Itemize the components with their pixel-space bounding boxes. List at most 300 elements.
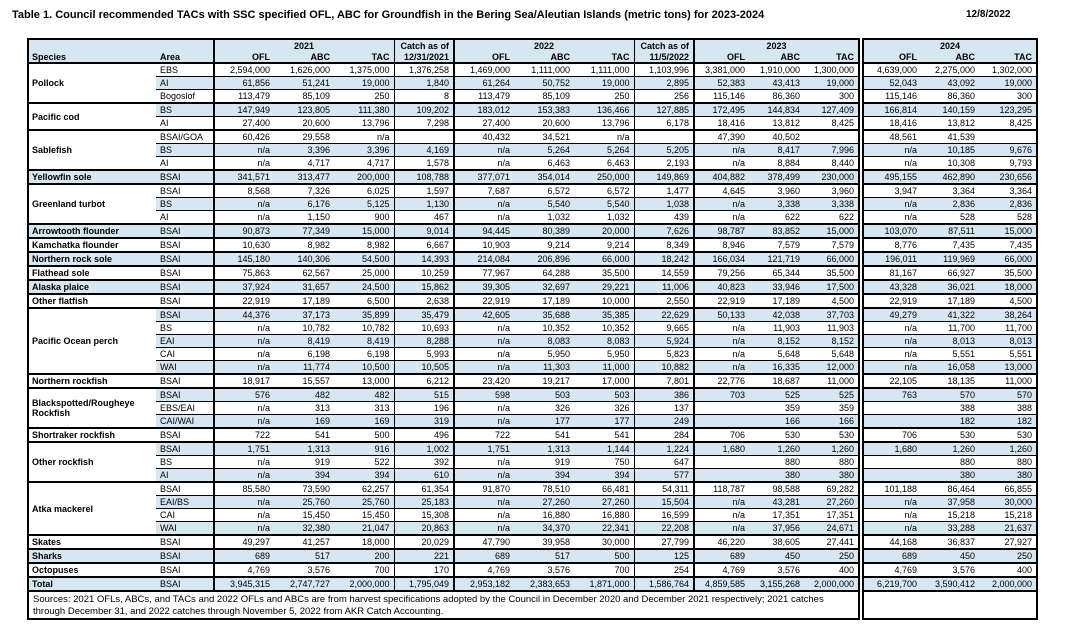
- cell-abc-2024: 119,969: [921, 252, 979, 266]
- cell-ofl-2022: n/a: [454, 522, 514, 536]
- cell-tac-2022: 503: [574, 388, 634, 402]
- cell-abc-2024: 17,189: [921, 294, 979, 308]
- header-spacer: [694, 39, 749, 51]
- cell-abc-2021: 1,150: [274, 211, 334, 225]
- cell-abc-2024: 86,360: [921, 90, 979, 104]
- cell-ofl-2021: 61,856: [214, 77, 274, 90]
- cell-catch-2022: 127,885: [634, 103, 694, 117]
- area-label: BSAI: [156, 266, 214, 280]
- cell-tac-2021: 313: [334, 402, 394, 415]
- cell-catch-2022: 6,178: [634, 117, 694, 131]
- cell-abc-2021: 20,600: [274, 117, 334, 131]
- cell-abc-2023: 5,648: [749, 348, 804, 361]
- cell-ofl-2024: n/a: [863, 198, 921, 211]
- area-label: WAI: [156, 522, 214, 536]
- cell-ofl-2022: n/a: [454, 198, 514, 211]
- cell-tac-2024: 300: [979, 90, 1037, 104]
- cell-tac-2024: 570: [979, 388, 1037, 402]
- cell-abc-2024: 880: [921, 456, 979, 469]
- cell-tac-2023: 12,000: [804, 361, 859, 375]
- table-row: [28, 348, 1037, 361]
- cell-abc-2021: 85,109: [274, 90, 334, 104]
- cell-tac-2022: 250: [574, 90, 634, 104]
- header-abc-2021: ABC: [274, 51, 334, 63]
- area-label: BS: [156, 103, 214, 117]
- header-tac-2021: TAC: [334, 51, 394, 63]
- cell-catch-2021: 14,393: [394, 252, 454, 266]
- cell-catch-2021: 1,578: [394, 157, 454, 171]
- cell-abc-2022: 5,264: [514, 144, 574, 157]
- cell-catch-2022: 15,504: [634, 496, 694, 509]
- area-label: BSAI: [156, 280, 214, 294]
- cell-tac-2024: 35,500: [979, 266, 1037, 280]
- cell-ofl-2023: 706: [694, 428, 749, 442]
- cell-tac-2021: 6,025: [334, 184, 394, 198]
- header-spacer: [214, 39, 274, 51]
- cell-ofl-2024: 4,769: [863, 563, 921, 577]
- cell-abc-2024: 3,364: [921, 184, 979, 198]
- cell-abc-2022: 35,688: [514, 308, 574, 322]
- cell-catch-2022: 14,559: [634, 266, 694, 280]
- cell-abc-2021: 8,982: [274, 238, 334, 252]
- cell-abc-2024: 2,836: [921, 198, 979, 211]
- cell-ofl-2024: n/a: [863, 157, 921, 171]
- cell-catch-2022: 439: [634, 211, 694, 225]
- cell-abc-2021: 41,257: [274, 535, 334, 549]
- cell-tac-2022: n/a: [574, 130, 634, 144]
- cell-tac-2024: 530: [979, 428, 1037, 442]
- area-label: BSAI: [156, 563, 214, 577]
- cell-tac-2024: 8,013: [979, 335, 1037, 348]
- cell-ofl-2024: [863, 456, 921, 469]
- cell-tac-2024: 5,551: [979, 348, 1037, 361]
- cell-tac-2021: 200,000: [334, 170, 394, 184]
- cell-ofl-2023: 47,390: [694, 130, 749, 144]
- cell-tac-2023: 1,260: [804, 442, 859, 456]
- cell-tac-2022: 326: [574, 402, 634, 415]
- cell-tac-2021: 8,419: [334, 335, 394, 348]
- cell-ofl-2023: n/a: [694, 144, 749, 157]
- cell-tac-2024: 880: [979, 456, 1037, 469]
- cell-ofl-2023: 166,034: [694, 252, 749, 266]
- cell-ofl-2022: 61,264: [454, 77, 514, 90]
- cell-ofl-2021: 2,594,000: [214, 63, 274, 77]
- cell-abc-2023: 65,344: [749, 266, 804, 280]
- cell-catch-2022: 7,801: [634, 374, 694, 388]
- cell-abc-2022: 9,214: [514, 238, 574, 252]
- cell-abc-2023: 83,852: [749, 224, 804, 238]
- cell-ofl-2022: n/a: [454, 469, 514, 483]
- cell-tac-2023: 250: [804, 549, 859, 563]
- cell-abc-2022: 50,752: [514, 77, 574, 90]
- cell-catch-2021: 1,597: [394, 184, 454, 198]
- area-label: BSAI: [156, 577, 214, 591]
- cell-ofl-2023: 689: [694, 549, 749, 563]
- cell-ofl-2022: 39,305: [454, 280, 514, 294]
- cell-ofl-2022: 23,420: [454, 374, 514, 388]
- cell-ofl-2024: 49,279: [863, 308, 921, 322]
- cell-ofl-2023: 172,495: [694, 103, 749, 117]
- cell-tac-2024: 21,637: [979, 522, 1037, 536]
- area-label: BS: [156, 322, 214, 335]
- header-spacer: [804, 39, 859, 51]
- cell-ofl-2023: 118,787: [694, 482, 749, 496]
- cell-tac-2022: 30,000: [574, 535, 634, 549]
- species-label: Flathead sole: [28, 266, 156, 280]
- cell-tac-2024: 2,836: [979, 198, 1037, 211]
- area-label: Bogoslof: [156, 90, 214, 104]
- table-row: [28, 509, 1037, 522]
- table-row: [28, 224, 1037, 238]
- cell-ofl-2024: 101,188: [863, 482, 921, 496]
- species-label: Pacific cod: [28, 103, 156, 130]
- cell-ofl-2022: n/a: [454, 157, 514, 171]
- cell-tac-2021: 1,375,000: [334, 63, 394, 77]
- cell-ofl-2021: 44,376: [214, 308, 274, 322]
- cell-abc-2023: 38,605: [749, 535, 804, 549]
- cell-tac-2022: 177: [574, 415, 634, 429]
- cell-abc-2022: 503: [514, 388, 574, 402]
- cell-ofl-2022: 4,769: [454, 563, 514, 577]
- cell-catch-2021: 496: [394, 428, 454, 442]
- cell-ofl-2022: n/a: [454, 211, 514, 225]
- cell-tac-2024: 2,000,000: [979, 577, 1037, 591]
- area-label: BSAI: [156, 184, 214, 198]
- cell-tac-2022: 66,481: [574, 482, 634, 496]
- cell-catch-2022: 2,193: [634, 157, 694, 171]
- cell-abc-2021: 140,306: [274, 252, 334, 266]
- cell-abc-2024: 450: [921, 549, 979, 563]
- cell-catch-2022: 8,349: [634, 238, 694, 252]
- area-label: AI: [156, 77, 214, 90]
- cell-tac-2021: 54,500: [334, 252, 394, 266]
- cell-abc-2023: 144,834: [749, 103, 804, 117]
- cell-abc-2024: 66,927: [921, 266, 979, 280]
- cell-abc-2021: 2,747,727: [274, 577, 334, 591]
- cell-tac-2023: 11,903: [804, 322, 859, 335]
- cell-tac-2024: 11,000: [979, 374, 1037, 388]
- cell-abc-2024: 13,812: [921, 117, 979, 131]
- cell-tac-2024: 3,364: [979, 184, 1037, 198]
- cell-abc-2022: 11,303: [514, 361, 574, 375]
- cell-ofl-2022: n/a: [454, 509, 514, 522]
- cell-catch-2021: 4,169: [394, 144, 454, 157]
- report-date: 12/8/2022: [966, 9, 1011, 20]
- species-label: Other flatfish: [28, 294, 156, 308]
- cell-abc-2021: 17,189: [274, 294, 334, 308]
- cell-abc-2023: 380: [749, 469, 804, 483]
- header-catch-date-2021: 12/31/2021: [394, 51, 454, 63]
- cell-tac-2024: 123,295: [979, 103, 1037, 117]
- table-row: [28, 144, 1037, 157]
- area-label: AI: [156, 157, 214, 171]
- cell-tac-2023: 8,425: [804, 117, 859, 131]
- table-row: [28, 428, 1037, 442]
- cell-ofl-2024: 103,070: [863, 224, 921, 238]
- cell-ofl-2024: n/a: [863, 211, 921, 225]
- cell-catch-2022: 11,006: [634, 280, 694, 294]
- table-row: [28, 522, 1037, 536]
- cell-tac-2024: 27,927: [979, 535, 1037, 549]
- cell-tac-2024: 38,264: [979, 308, 1037, 322]
- cell-ofl-2021: 8,568: [214, 184, 274, 198]
- header-tac-2022: TAC: [574, 51, 634, 63]
- table-row: [28, 322, 1037, 335]
- cell-ofl-2022: 214,084: [454, 252, 514, 266]
- cell-tac-2022: 66,000: [574, 252, 634, 266]
- cell-ofl-2024: 52,043: [863, 77, 921, 90]
- cell-tac-2024: 230,656: [979, 170, 1037, 184]
- table-row: [28, 117, 1037, 131]
- cell-tac-2024: 250: [979, 549, 1037, 563]
- area-label: BSAI: [156, 294, 214, 308]
- table-row: [28, 361, 1037, 375]
- header-tac-2023: TAC: [804, 51, 859, 63]
- cell-ofl-2021: 145,180: [214, 252, 274, 266]
- cell-tac-2024: 15,218: [979, 509, 1037, 522]
- cell-tac-2023: 7,579: [804, 238, 859, 252]
- cell-tac-2024: 380: [979, 469, 1037, 483]
- cell-tac-2024: 7,435: [979, 238, 1037, 252]
- cell-catch-2022: 22,208: [634, 522, 694, 536]
- cell-abc-2022: 5,540: [514, 198, 574, 211]
- cell-catch-2021: 319: [394, 415, 454, 429]
- cell-ofl-2021: 3,945,315: [214, 577, 274, 591]
- cell-tac-2022: 700: [574, 563, 634, 577]
- cell-catch-2022: 137: [634, 402, 694, 415]
- cell-ofl-2024: 495,155: [863, 170, 921, 184]
- species-label: Pollock: [28, 63, 156, 103]
- cell-ofl-2024: [863, 415, 921, 429]
- cell-catch-2021: 1,002: [394, 442, 454, 456]
- area-label: WAI: [156, 361, 214, 375]
- table-row: [28, 63, 1037, 77]
- cell-ofl-2024: 18,416: [863, 117, 921, 131]
- cell-catch-2021: 20,863: [394, 522, 454, 536]
- cell-tac-2021: n/a: [334, 130, 394, 144]
- cell-ofl-2023: 52,383: [694, 77, 749, 90]
- cell-ofl-2024: 4,639,000: [863, 63, 921, 77]
- cell-ofl-2022: 10,903: [454, 238, 514, 252]
- cell-ofl-2021: n/a: [214, 415, 274, 429]
- cell-tac-2024: 528: [979, 211, 1037, 225]
- cell-abc-2023: 880: [749, 456, 804, 469]
- cell-ofl-2022: 47,790: [454, 535, 514, 549]
- table-row: [28, 266, 1037, 280]
- cell-ofl-2024: [863, 402, 921, 415]
- cell-abc-2022: 34,521: [514, 130, 574, 144]
- cell-abc-2021: 15,557: [274, 374, 334, 388]
- cell-ofl-2024: n/a: [863, 361, 921, 375]
- cell-abc-2022: 1,313: [514, 442, 574, 456]
- cell-catch-2021: [394, 130, 454, 144]
- cell-tac-2024: 15,000: [979, 224, 1037, 238]
- cell-catch-2022: 1,224: [634, 442, 694, 456]
- header-ofl-2023: OFL: [694, 51, 749, 63]
- cell-tac-2023: 17,500: [804, 280, 859, 294]
- cell-abc-2023: 86,360: [749, 90, 804, 104]
- cell-abc-2024: 41,539: [921, 130, 979, 144]
- cell-tac-2023: 27,441: [804, 535, 859, 549]
- cell-tac-2024: 182: [979, 415, 1037, 429]
- cell-abc-2024: 10,308: [921, 157, 979, 171]
- cell-tac-2022: 1,871,000: [574, 577, 634, 591]
- cell-tac-2023: 400: [804, 563, 859, 577]
- cell-abc-2021: 313: [274, 402, 334, 415]
- cell-abc-2021: 7,326: [274, 184, 334, 198]
- table-row: [28, 198, 1037, 211]
- cell-catch-2021: 8,288: [394, 335, 454, 348]
- cell-catch-2022: 2,895: [634, 77, 694, 90]
- cell-tac-2023: 530: [804, 428, 859, 442]
- cell-abc-2024: 41,322: [921, 308, 979, 322]
- cell-tac-2021: 3,396: [334, 144, 394, 157]
- cell-tac-2022: 35,385: [574, 308, 634, 322]
- cell-tac-2023: 1,300,000: [804, 63, 859, 77]
- cell-ofl-2022: 91,870: [454, 482, 514, 496]
- cell-ofl-2023: 22,919: [694, 294, 749, 308]
- cell-tac-2023: 166: [804, 415, 859, 429]
- cell-abc-2023: 7,579: [749, 238, 804, 252]
- cell-tac-2023: 380: [804, 469, 859, 483]
- cell-catch-2021: 2,638: [394, 294, 454, 308]
- cell-catch-2022: 10,882: [634, 361, 694, 375]
- cell-abc-2024: 16,058: [921, 361, 979, 375]
- cell-tac-2022: 541: [574, 428, 634, 442]
- cell-tac-2022: 10,000: [574, 294, 634, 308]
- cell-tac-2021: 18,000: [334, 535, 394, 549]
- area-label: BSAI: [156, 308, 214, 322]
- cell-ofl-2022: n/a: [454, 496, 514, 509]
- table-row: [28, 442, 1037, 456]
- cell-ofl-2023: 4,769: [694, 563, 749, 577]
- cell-tac-2021: 25,760: [334, 496, 394, 509]
- cell-catch-2022: 149,869: [634, 170, 694, 184]
- species-label: Greenland turbot: [28, 184, 156, 224]
- cell-tac-2021: 25,000: [334, 266, 394, 280]
- cell-tac-2024: 388: [979, 402, 1037, 415]
- cell-abc-2021: 32,380: [274, 522, 334, 536]
- cell-tac-2023: 359: [804, 402, 859, 415]
- header-year-2024: 2024: [921, 39, 979, 51]
- cell-tac-2024: [979, 130, 1037, 144]
- cell-catch-2021: 392: [394, 456, 454, 469]
- cell-ofl-2022: 94,445: [454, 224, 514, 238]
- cell-ofl-2022: 183,012: [454, 103, 514, 117]
- species-label: Skates: [28, 535, 156, 549]
- cell-ofl-2024: n/a: [863, 322, 921, 335]
- cell-abc-2024: 140,159: [921, 103, 979, 117]
- cell-ofl-2024: 3,947: [863, 184, 921, 198]
- cell-tac-2023: 24,671: [804, 522, 859, 536]
- area-label: CAI/WAI: [156, 415, 214, 429]
- cell-abc-2023: 3,960: [749, 184, 804, 198]
- header-spacer: [863, 39, 921, 51]
- header-area: Area: [156, 39, 214, 63]
- cell-ofl-2023: n/a: [694, 211, 749, 225]
- cell-abc-2021: 11,774: [274, 361, 334, 375]
- cell-tac-2022: 19,000: [574, 77, 634, 90]
- cell-ofl-2023: 404,882: [694, 170, 749, 184]
- cell-tac-2021: 4,717: [334, 157, 394, 171]
- cell-ofl-2021: 37,924: [214, 280, 274, 294]
- cell-tac-2024: 30,000: [979, 496, 1037, 509]
- cell-ofl-2023: n/a: [694, 348, 749, 361]
- cell-tac-2021: 13,000: [334, 374, 394, 388]
- cell-ofl-2021: 722: [214, 428, 274, 442]
- area-label: AI: [156, 117, 214, 131]
- cell-tac-2022: 5,950: [574, 348, 634, 361]
- species-label: Kamchatka flounder: [28, 238, 156, 252]
- header-year-2021: 2021: [274, 39, 334, 51]
- table-row: [28, 535, 1037, 549]
- header-spacer: [574, 39, 634, 51]
- cell-ofl-2024: 81,167: [863, 266, 921, 280]
- cell-catch-2021: 8: [394, 90, 454, 104]
- cell-catch-2021: 1,795,049: [394, 577, 454, 591]
- cell-catch-2021: 1,376,258: [394, 63, 454, 77]
- cell-tac-2023: 19,000: [804, 77, 859, 90]
- cell-abc-2021: 394: [274, 469, 334, 483]
- cell-ofl-2022: n/a: [454, 456, 514, 469]
- cell-ofl-2022: 113,479: [454, 90, 514, 104]
- cell-ofl-2024: n/a: [863, 144, 921, 157]
- table-row: [28, 549, 1037, 563]
- cell-abc-2023: 13,812: [749, 117, 804, 131]
- cell-catch-2021: 515: [394, 388, 454, 402]
- cell-abc-2022: 16,880: [514, 509, 574, 522]
- cell-catch-2021: 108,788: [394, 170, 454, 184]
- species-label: Octopuses: [28, 563, 156, 577]
- cell-tac-2023: 66,000: [804, 252, 859, 266]
- cell-catch-2021: 15,308: [394, 509, 454, 522]
- cell-ofl-2021: n/a: [214, 402, 274, 415]
- cell-ofl-2023: 1,680: [694, 442, 749, 456]
- cell-abc-2024: 37,958: [921, 496, 979, 509]
- cell-tac-2021: 6,198: [334, 348, 394, 361]
- cell-abc-2021: 1,313: [274, 442, 334, 456]
- cell-ofl-2022: 42,605: [454, 308, 514, 322]
- cell-abc-2024: 33,288: [921, 522, 979, 536]
- cell-tac-2024: 1,260: [979, 442, 1037, 456]
- table-row: [28, 577, 1037, 591]
- cell-ofl-2022: 2,953,182: [454, 577, 514, 591]
- cell-abc-2023: 17,189: [749, 294, 804, 308]
- cell-catch-2022: 7,626: [634, 224, 694, 238]
- table-row: [28, 482, 1037, 496]
- cell-abc-2023: 3,155,268: [749, 577, 804, 591]
- cell-ofl-2023: 22,776: [694, 374, 749, 388]
- cell-tac-2023: 8,440: [804, 157, 859, 171]
- header-year-2023: 2023: [749, 39, 804, 51]
- cell-tac-2023: 525: [804, 388, 859, 402]
- table-row: [28, 90, 1037, 104]
- cell-tac-2021: 10,500: [334, 361, 394, 375]
- species-label: Atka mackerel: [28, 482, 156, 535]
- cell-tac-2024: 11,700: [979, 322, 1037, 335]
- header-abc-2023: ABC: [749, 51, 804, 63]
- cell-catch-2021: 170: [394, 563, 454, 577]
- cell-abc-2021: 169: [274, 415, 334, 429]
- cell-ofl-2024: 706: [863, 428, 921, 442]
- header-ofl-2021: OFL: [214, 51, 274, 63]
- table-row: [28, 456, 1037, 469]
- cell-tac-2024: 1,302,000: [979, 63, 1037, 77]
- cell-ofl-2023: n/a: [694, 335, 749, 348]
- header-catch-date-2022: 11/5/2022: [634, 51, 694, 63]
- cell-abc-2022: 64,288: [514, 266, 574, 280]
- cell-tac-2022: 5,264: [574, 144, 634, 157]
